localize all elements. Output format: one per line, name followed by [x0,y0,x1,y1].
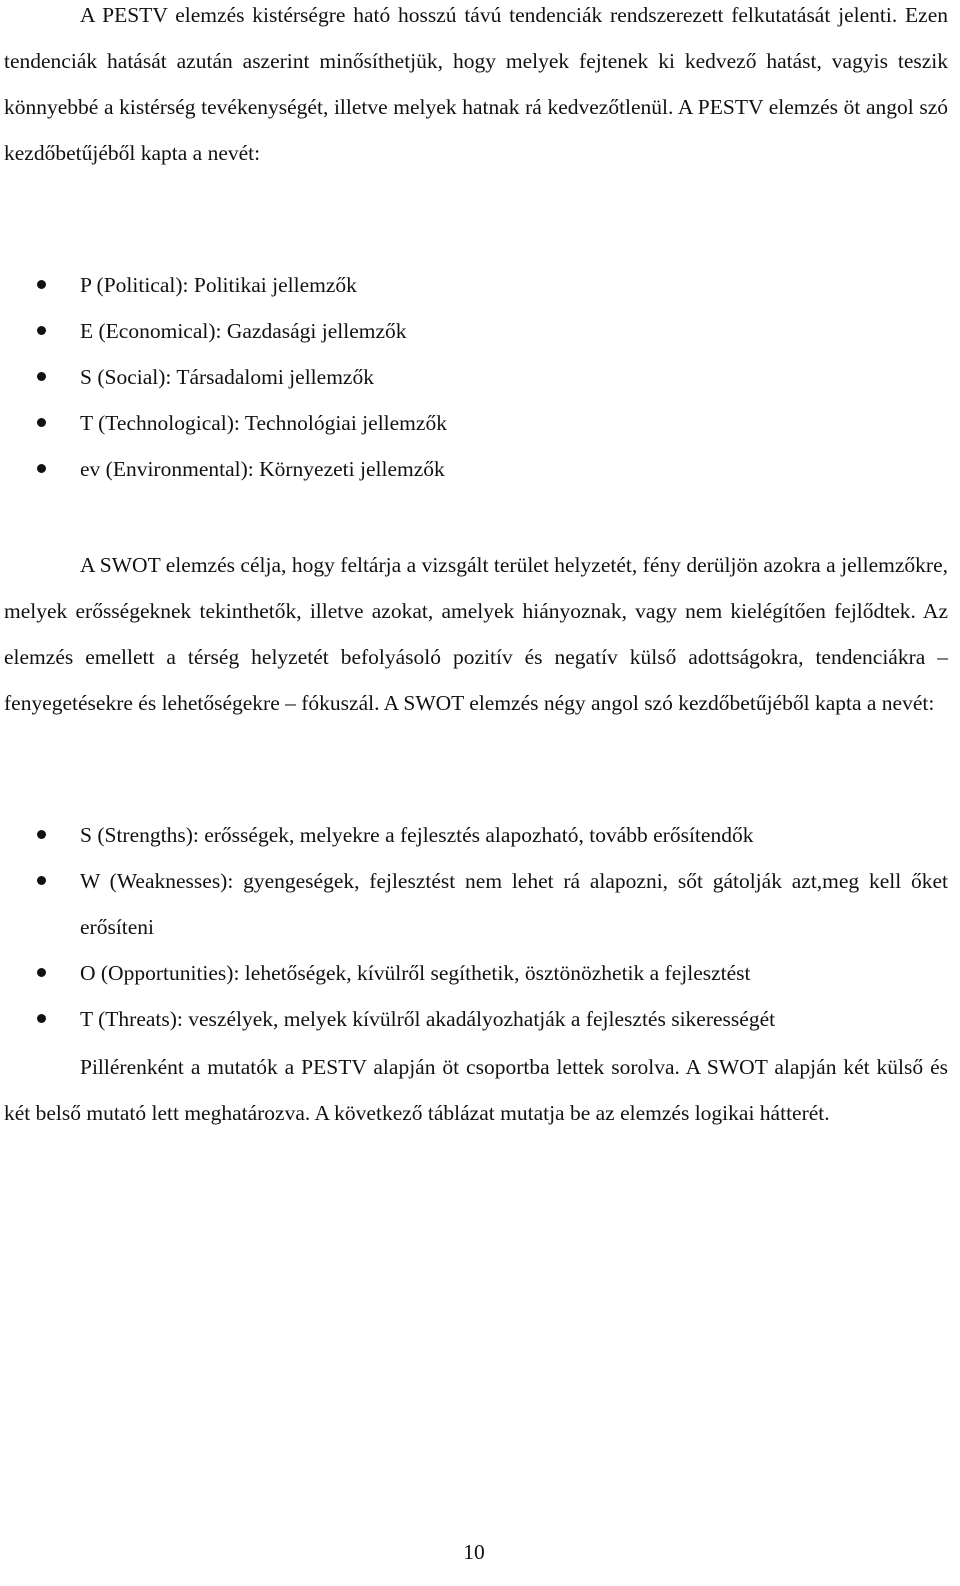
page-number: 10 [463,1540,485,1564]
list-item: T (Technological): Technológiai jellemzők [0,400,948,446]
list-item: W (Weaknesses): gyengeségek, fejlesztést nem lehet rá alapozni, sőt gátolják azt,meg kell őket erősíteni [0,858,948,950]
list-item: S (Strengths): erősségek, melyekre a fejlesztés alapozható, tovább erősítendők [0,812,948,858]
bullet-icon [37,326,46,335]
list-item: E (Economical): Gazdasági jellemzők [0,308,948,354]
bullet-icon [37,830,46,839]
bullet-icon [37,1014,46,1023]
list-item: ev (Environmental): Környezeti jellemzők [0,446,948,492]
bullet-icon [37,968,46,977]
bullet-icon [37,280,46,289]
swot-intro-text: A SWOT elemzés célja, hogy feltárja a vizsgált terület helyzetét, fény derüljön azokra a jellemzőkre, melyek erősségeknek tekinthetők, illetve azokat, amelyek hiányoznak, vagy nem kielégítően fejlődtek. Az elemzés emellett a térség helyzetét befolyásoló pozitív és negatív külső adottságokra, tendenciákra – fenyegetésekre és lehetőségekre – fókuszál. A SWOT elemzés négy angol szó kezdőbetűjéből kapta a nevét: [4,553,948,715]
bullet-icon [37,464,46,473]
list-item: P (Political): Politikai jellemzők [0,262,948,308]
bullet-icon [37,372,46,381]
pillar-paragraph [4,1044,948,1136]
list-item: T (Threats): veszélyek, melyek kívülről akadályozhatják a fejlesztés sikerességét [0,996,948,1042]
bullet-icon [37,418,46,427]
bullet-icon [37,876,46,885]
pestv-intro-text: A PESTV elemzés kistérségre ható hosszú távú tendenciák rendszerezett felkutatását jelenti. Ezen tendenciák hatását azután aszerint minősíthetjük, hogy melyek fejtenek ki kedvező hatást, vagyis teszik könnyebbé a kistérség tevékenységét, illetve melyek hatnak rá kedvezőtlenül. A PESTV elemzés öt angol szó kezdőbetűjéből kapta a nevét: [4,3,948,165]
pestv-list [0,262,948,492]
swot-intro-paragraph [4,542,948,726]
pestv-intro-paragraph [4,0,948,176]
list-item: S (Social): Társadalomi jellemzők [0,354,948,400]
list-item: O (Opportunities): lehetőségek, kívülről segíthetik, ösztönözhetik a fejlesztést [0,950,948,996]
pillar-text: Pillérenként a mutatók a PESTV alapján öt csoportba lettek sorolva. A SWOT alapján két külső és két belső mutató lett meghatározva. A következő táblázat mutatja be az elemzés logikai hátterét. [4,1055,948,1125]
swot-list [0,812,948,1042]
